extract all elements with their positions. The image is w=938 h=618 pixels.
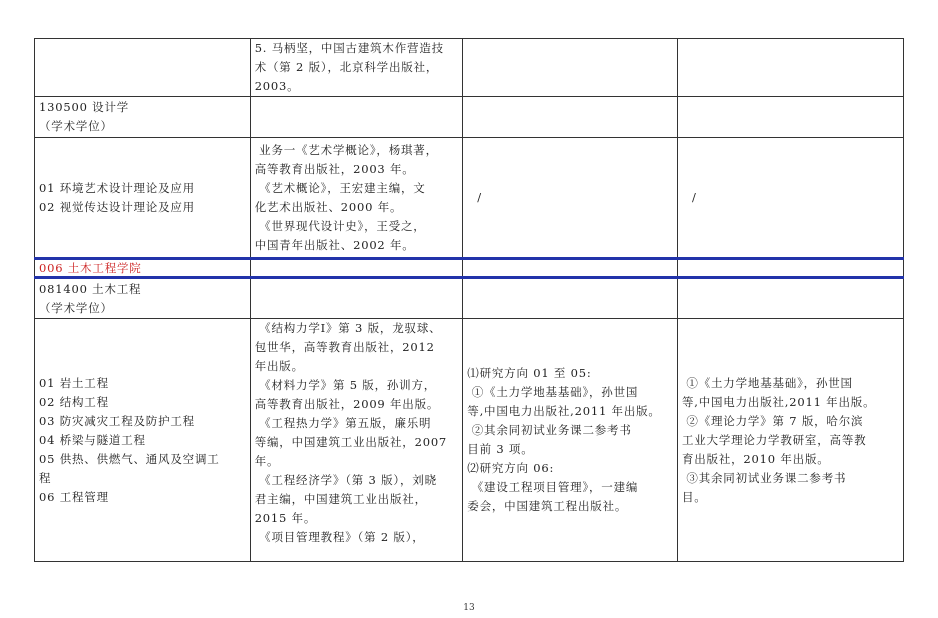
cell-line: ②其余同初试业务课二参考书 xyxy=(467,423,632,437)
table-cell xyxy=(250,278,463,319)
empty-marker: / xyxy=(477,190,482,204)
cell-line: ③其余同初试业务课二参考书 xyxy=(681,470,847,485)
research-direction: 03 防灾减灾工程及防护工程 xyxy=(39,413,195,428)
cell-line: ①《土力学地基基础》，孙世国 xyxy=(681,375,853,390)
cell-line: 年出版。 xyxy=(254,359,304,373)
cell-line: ②《理论力学》第 7 版，哈尔滨 xyxy=(681,413,864,428)
cell-line: 育出版社，2010 年出版。 xyxy=(681,451,830,466)
cell-line: 《世界现代设计史》，王受之， xyxy=(254,218,426,233)
table-cell xyxy=(35,39,251,97)
cell-line: 《建设工程项目管理》，一建编 xyxy=(467,480,639,494)
research-direction: 02 结构工程 xyxy=(39,394,109,409)
cell-line: 2015 年。 xyxy=(254,511,317,525)
cell-line: 5. 马柄坚，中国古建筑木作营造技 xyxy=(254,41,444,55)
cell-line: 《工程热力学》第五版，廉乐明 xyxy=(254,416,432,430)
cell-line: 《项目管理教程》（第 2 版）， xyxy=(254,530,425,544)
table-row xyxy=(35,97,904,138)
cell-line: 目。 xyxy=(681,489,707,504)
research-direction: 06 工程管理 xyxy=(39,489,109,504)
table-cell xyxy=(35,319,251,562)
degree-type: （学术学位） xyxy=(39,119,113,133)
table-row xyxy=(35,278,904,319)
empty-marker: / xyxy=(691,190,697,204)
cell-line: 工业大学理论力学教研室，高等教 xyxy=(681,432,867,447)
discipline-code: 130500 设计学 xyxy=(39,100,130,114)
cell-line: 化艺术出版社、2000 年。 xyxy=(254,199,403,214)
table-cell xyxy=(35,278,251,319)
cell-line: ①《土力学地基基础》，孙世国 xyxy=(467,385,639,399)
table-cell xyxy=(677,39,903,97)
cell-line: 等,中国电力出版社,2011 年出版。 xyxy=(467,404,661,418)
cell-line: 包世华，高等教育出版社，2012 xyxy=(254,340,435,354)
table-row xyxy=(35,319,904,562)
table-cell xyxy=(463,278,678,319)
table-row xyxy=(35,39,904,97)
cell-line: 目前 3 项。 xyxy=(467,442,534,456)
discipline-code: 081400 土木工程 xyxy=(39,281,142,296)
table-cell xyxy=(677,259,903,278)
cell-line: 《艺术概论》，王宏建主编，文 xyxy=(254,180,426,195)
table-cell xyxy=(463,319,678,562)
cell-line: 等,中国电力出版社,2011 年出版。 xyxy=(681,394,876,409)
degree-type: （学术学位） xyxy=(39,300,113,315)
cell-line: 年。 xyxy=(254,454,280,468)
table-cell xyxy=(35,97,251,138)
cell-line: 中国青年出版社、2002 年。 xyxy=(254,237,415,252)
research-direction: 程 xyxy=(39,470,52,485)
table-cell xyxy=(677,319,903,562)
research-direction: 04 桥梁与隧道工程 xyxy=(39,432,146,447)
page-number: 13 xyxy=(463,603,475,613)
table-cell xyxy=(677,138,903,259)
research-direction: 01 岩土工程 xyxy=(39,375,109,390)
cell-line: 《结构力学Ⅰ》第 3 版，龙驭球、 xyxy=(254,321,442,335)
table-row xyxy=(35,138,904,259)
research-direction: 01 环境艺术设计理论及应用 xyxy=(39,180,195,195)
research-direction: 05 供热、供燃气、通风及空调工 xyxy=(39,451,220,466)
table-cell xyxy=(250,319,463,562)
table-cell xyxy=(250,39,463,97)
cell-line: 高等教育出版社，2003 年。 xyxy=(254,161,415,176)
table-cell xyxy=(463,39,678,97)
cell-line: 等编，中国建筑工业出版社，2007 xyxy=(254,435,448,449)
college-name: 006 土木工程学院 xyxy=(35,259,251,278)
table-cell xyxy=(250,259,463,278)
table-cell xyxy=(677,278,903,319)
cell-line: ⑴研究方向 01 至 05: xyxy=(467,366,592,380)
admission-table xyxy=(34,38,904,562)
table-row xyxy=(35,259,904,278)
cell-line: 2003。 xyxy=(254,79,300,93)
cell-line: ⑵研究方向 06: xyxy=(467,461,555,475)
cell-line: 君主编，中国建筑工业出版社， xyxy=(254,492,427,506)
cell-line: 术（第 2 版），北京科学出版社， xyxy=(254,60,439,74)
table-cell xyxy=(35,138,251,259)
cell-line: 高等教育出版社，2009 年出版。 xyxy=(254,397,440,411)
cell-line: 委会，中国建筑工程出版社。 xyxy=(467,499,628,513)
cell-line: 业务一《艺术学概论》，杨琪著， xyxy=(254,142,438,157)
table-cell xyxy=(463,259,678,278)
research-direction: 02 视觉传达设计理论及应用 xyxy=(39,199,195,214)
table-cell xyxy=(677,97,903,138)
table-cell xyxy=(463,97,678,138)
table-cell xyxy=(250,97,463,138)
table-cell xyxy=(250,138,463,259)
cell-line: 《材料力学》第 5 版，孙训方， xyxy=(254,378,437,392)
table-cell xyxy=(463,138,678,259)
cell-line: 《工程经济学》（第 3 版），刘晓 xyxy=(254,473,437,487)
